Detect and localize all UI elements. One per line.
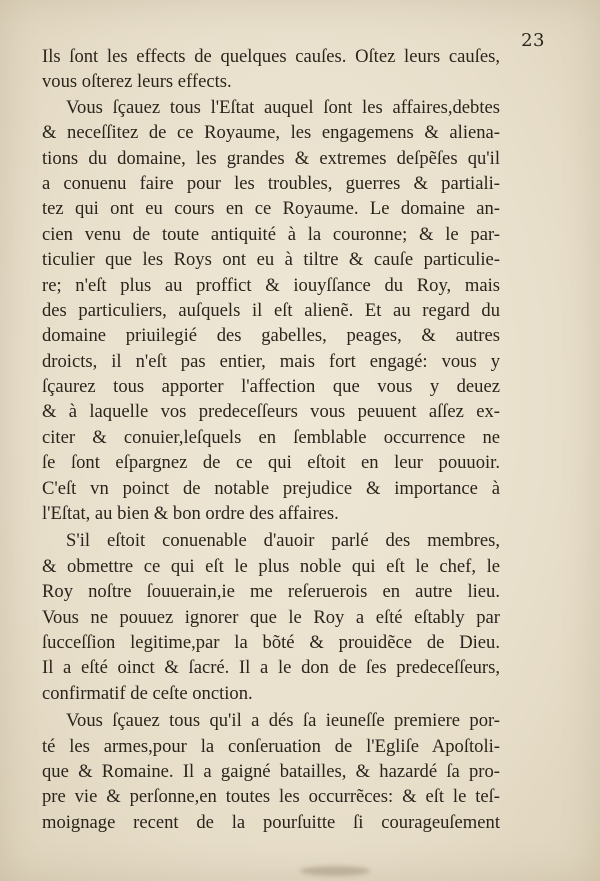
text-line: a conuenu faire pour les troubles, guerres & partiali- bbox=[42, 172, 500, 194]
page-number: 23 bbox=[521, 30, 545, 51]
text-line: des particuliers, auſquels il eſt alienẽ. Et au regard du bbox=[42, 299, 500, 321]
text-line: citer & conuier,leſquels en ſemblable occurrence ne bbox=[42, 426, 500, 448]
text-line: Il a eſté oinct & ſacré. Il a le don de ſes predeceſſeurs, bbox=[42, 657, 500, 679]
text-line: domaine priuilegié des gabelles, peages, & autres bbox=[42, 325, 500, 347]
text-line: l'Eſtat, au bien & bon ordre des affaires. bbox=[42, 503, 339, 525]
paragraph-start-line: Vous ſçauez tous l'Eſtat auquel ſont les affaires,debtes bbox=[66, 96, 500, 118]
text-line: confirmatif de ceſte onction. bbox=[42, 682, 253, 704]
paragraph-start-line: Vous ſçauez tous qu'il a dés ſa ieuneſſe premiere por- bbox=[66, 710, 500, 732]
text-line: moignage recent de la pourſuitte ſi courageuſement bbox=[42, 811, 500, 833]
text-line: & neceſſitez de ce Royaume, les engagemens & aliena- bbox=[42, 122, 500, 144]
text-line: pre vie & perſonne,en toutes les occurrẽces: & eſt le teſ- bbox=[42, 786, 500, 808]
ink-smudge bbox=[300, 866, 370, 876]
text-line: & à laquelle vos predeceſſeurs vous peuuent aſſez ex- bbox=[42, 401, 500, 423]
text-line: droicts, il n'eſt pas entier, mais fort engagé: vous y bbox=[42, 350, 500, 372]
text-line: ſçaurez tous apporter l'affection que vous y deuez bbox=[42, 376, 500, 398]
body-text bbox=[42, 44, 500, 835]
text-line: cien venu de toute antiquité à la couronne; & le par- bbox=[42, 223, 500, 245]
text-line: re; n'eſt plus au proffict & iouyſſance du Roy, mais bbox=[42, 274, 500, 296]
text-line: Ils ſont les effects de quelques cauſes. Oſtez leurs cauſes, bbox=[42, 46, 500, 67]
text-line: & obmettre ce qui eſt le plus noble qui eſt le chef, le bbox=[42, 555, 500, 577]
text-line: que & Romaine. Il a gaigné batailles, & hazardé ſa pro- bbox=[42, 760, 500, 782]
text-line: ſe ſont eſpargnez de ce qui eſtoit en leur pouuoir. bbox=[42, 452, 500, 474]
text-line: Roy noſtre ſouuerain,ie me reſeruerois en autre lieu. bbox=[42, 581, 500, 603]
text-line: té les armes,pour la conſeruation de l'Egliſe Apoſtoli- bbox=[42, 735, 500, 757]
text-line: ticulier que les Roys ont eu à tiltre & cauſe particulie- bbox=[42, 249, 500, 271]
text-line: tez qui ont eu cours en ce Royaume. Le domaine an- bbox=[42, 198, 500, 220]
text-line: vous oſterez leurs effects. bbox=[42, 71, 232, 93]
paragraph-start-line: S'il eſtoit conuenable d'auoir parlé des membres, bbox=[66, 530, 500, 552]
text-line: ſucceſſion legitime,par la bõté & prouidẽce de Dieu. bbox=[42, 631, 500, 653]
text-line: tions du domaine, les grandes & extremes deſpẽſes qu'il bbox=[42, 147, 500, 169]
text-line: Vous ne pouuez ignorer que le Roy a eſté eſtably par bbox=[42, 606, 500, 628]
text-line: C'eſt vn poinct de notable prejudice & importance à bbox=[42, 477, 500, 499]
